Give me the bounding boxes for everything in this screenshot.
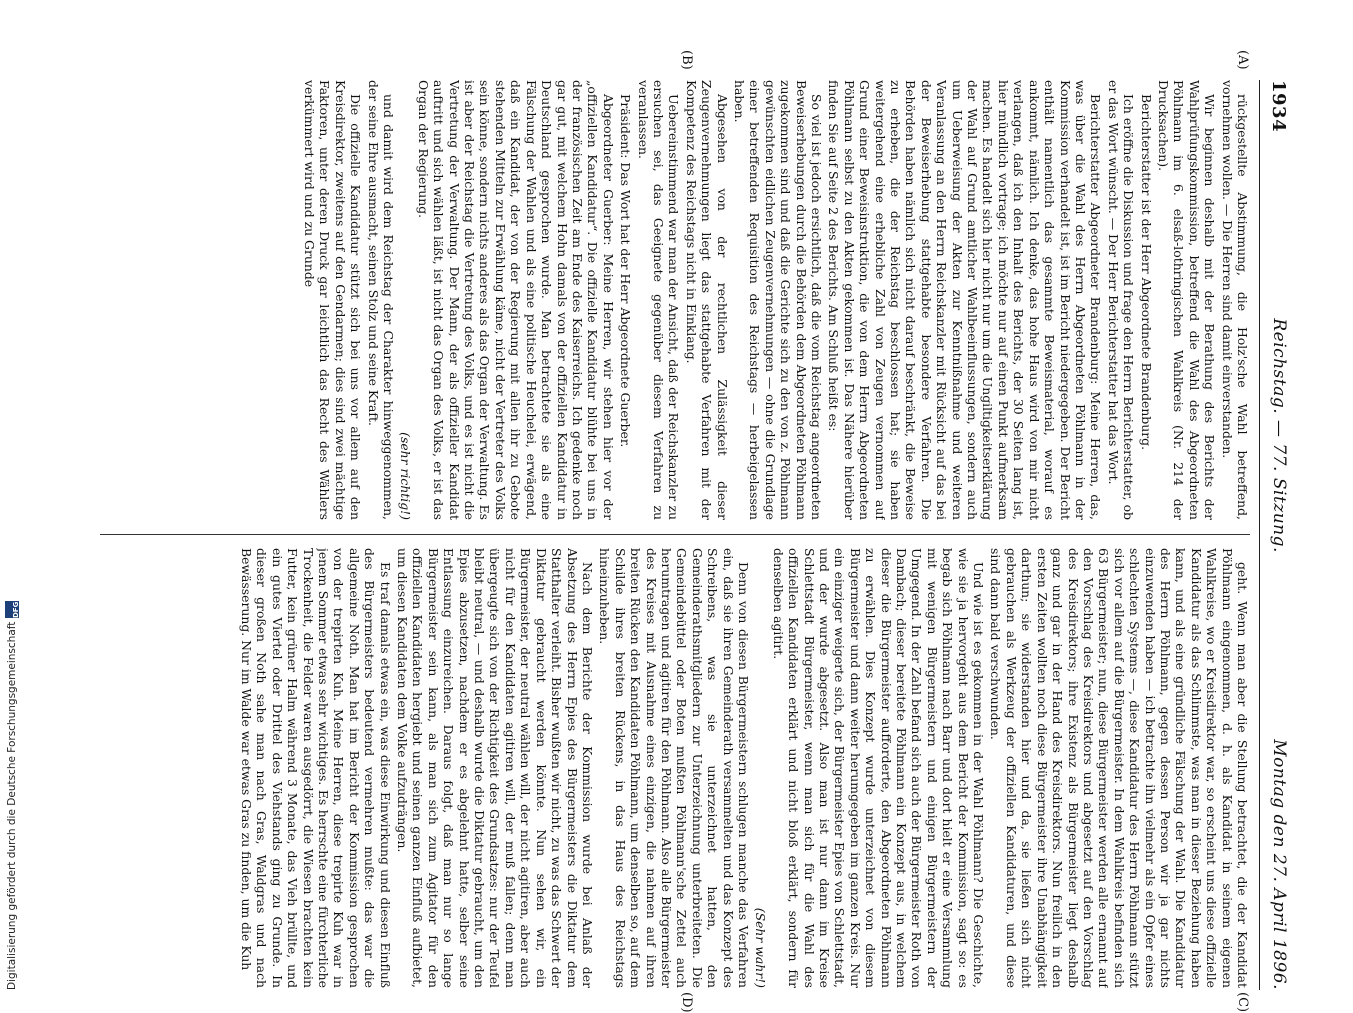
dfg-logo-icon: DFG xyxy=(5,601,19,617)
paragraph: Nach dem Berichte der Kommission wurde bei Anlaß der Absetzung des Herrn Epies des Bürgermeisters die Diktatur dem Statthalter verleiht. Bisher wußten wir nicht, zu was das Schwert der Diktatur gebraucht werden könnte. Nun sehen wir, ein Bürgermeister, der neutral wählen will, der nicht agitiren, aber auch nicht für den Kandidaten agitiren will, der muß fallen; denn man übergeugte sich von der Richtigkeit des Grundsatzes: nur der Teufel bleibt neutral, — und deshalb wurde die Diktatur gebraucht, um den Epies abzusetzen, nachdem er es abgelehnt hatte, selber seine Entlassung einzureichen. Daraus folgt, daß man nur so lange Bürgermeister sein kann, als man sich zum Agitator für den offiziellen Kandidaten hergiebt und seinen ganzen Einfluß aufbietet, um diesen Kandidaten dem Volke aufzudrängen. xyxy=(395,548,595,988)
paragraph: Berichterstatter Abgeordneter Brandenburg: Meine Herren, das, was über die Wahl des Herrn Abgeordneten Pöhlmann in der Kommission verhandelt ist, ist im Bericht niedergegeben. Der Bericht enthält namentlich das gesammte Beweismaterial, worauf es ankommt, nämlich. Ich denke, das hohe Haus wird von mir nicht verlangen, daß ich den Inhalt des Berichts, der 30 Seiten lang ist, hier mündlich vortrage; ich möchte nur auf einen Punkt aufmerksam machen. Es handelt sich hier nicht nur um die Ungiltigkeitserklärung der Wahl auf Grund amtlicher Wahlbeeinflussungen, sondern auch um Ueberweisung der Akten zur Kenntnißnahme und weiteren Veranlassung an den Herrn Reichskanzler mit Rücksicht auf das bei der Beweiserhebung stattgehabte besondere Verfahren. Die Behörden haben nämlich sich nicht darauf beschränkt, die Beweise zu erheben, die der Reichstag beschlossen hat; sie haben weitergehend eine erhebliche Zahl von Zeugen vernommen auf Grund einer Beweisinstruktion, die von dem Herrn Abgeordneten Pöhlmann selbst zu den Akten gekommen ist. Das Nähere hierüber finden Sie auf Seite 2 des Berichts. Am Schluß heißt es: xyxy=(826,80,1104,520)
paragraph: Ich eröffne die Diskussion und frage den Herrn Berichterstatter, ob er das Wort wünscht. — Der Herr Berichterstatter hat das Wort. xyxy=(1105,80,1137,520)
margin-mark-b: (B) xyxy=(679,50,694,70)
paragraph: geht. Wenn man aber die Stellung betrachtet, die der Kandidat Pöhlmann eingenommen, d. h. als Kandidat in seinem eigenen Wahlkreise, wo er Kreisdirektor war, so erscheint uns diese offizielle Kandidatur als das Schlimmste, was man in dieser Beziehung haben kann, und als eine gründliche Fälschung der Wahl. Die Kandidatur des Herrn Pöhlmann, gegen dessen Person wir ja gar nichts einzuwenden haben — ich betrachte ihn vielmehr als ein Opfer eines schlechten Systems —, diese Kandidatur des Herrn Pöhlmann stützt sich vor allem auf die Bürgermeister. In dem Wahlkreis befinden sich 63 Bürgermeister; nun, diese Bürgermeister werden alle ernannt auf den Vorschlag des Kreisdirektors und abgesetzt auf den Vorschlag des Kreisdirektors; ihre Existenz als Bürgermeister liegt deshalb ganz und gar in der Hand des Kreisdirektors. Nun freilich in den ersten Zeiten wollten noch diese Bürgermeister ihre Unabhängigkeit darthun; sie widerstanden hier und da, sie ließen sich nicht gebrauchen als Werkzeug der offiziellen Kandidaturen, und diese sind dann bald verschwunden. xyxy=(988,548,1250,988)
paragraph: Abgesehen von der rechtlichen Zulässigkeit dieser Zeugenvernehmungen liegt das stattgehabte Verfahren mit der Kompetenz des Reichstags nicht in Einklang. xyxy=(683,80,730,520)
margin-mark-c: (C) xyxy=(1235,992,1250,1013)
page-header xyxy=(1264,80,1294,990)
digitization-footer xyxy=(2,601,22,990)
paragraph: Berichterstatter ist der Herr Abgeordnete Brandenburg. xyxy=(1138,94,1154,451)
paragraph: und damit wird dem Reichstag der Charakter hinweggenommen, der seine Ehre ausmacht, seinen Stolz und seine Kraft. xyxy=(365,80,397,520)
paragraph: Präsident: Das Wort hat der Herr Abgeordnete Guerber. xyxy=(618,94,634,448)
session-date: Montag den 27. April 1896. xyxy=(1269,739,1289,990)
paragraph: Und wie ist es gekommen in der Wahl Pöhlmann? Die Geschichte, wie sie ja hervorgeht aus dem Bericht der Kommission, sagt so: es begab sich Pöhlmann nach Barr und dort hielt er eine Versammlung mit wenigen Bürgermeistern und einigen Bürgermeistern der Umgegend. In der Zahl befand sich auch der Bürgermeister Roth von Dambach; dieser bereitete Pöhlmann ein Konzept aus, in welchem dieser die Bürgermeister aufforderte, den Abgeordneten Pöhlmann zu erwählen. Dies Konzept wurde unterzeichnet von diesem Bürgermeister und dann weiter herumgegeben im ganzen Kreis. Nur ein einziger weigerte sich, der Bürgermeister Epies von Schlettstadt, und der wurde abgesetzt. Also man ist nur dann im Kreise Schlettstadt Bürgermeister, wenn man sich für die Wahl des offiziellen Kandidaten erklärt und nicht bloß erklärt, sondern für denselben agitirt. xyxy=(770,548,987,988)
page-number: 1934 xyxy=(1268,80,1290,133)
session-title: Reichstag. — 77. Sitzung. xyxy=(1269,318,1289,553)
newspaper-page xyxy=(84,50,1294,1013)
paragraph: Wir beginnen deshalb mit der Berathung des Berichts der Wahlprüfungskommission, betreffend die Wahl des Abgeordneten Pöhlmann im 6. elsaß-lothringischen Wahlkreis (Nr. 214 der Drucksachen). xyxy=(1155,80,1218,520)
paragraph: Die offizielle Kandidatur stützt sich bei uns vor allem auf den Kreisdirektor, zweitens auf den Gendarmen; dies sind zwei mächtige Faktoren, unter deren Druck gar leichtlich das Recht des Wählers verkümmert wird und zu Grunde xyxy=(302,80,364,520)
right-column xyxy=(90,548,1250,988)
margin-mark-a: (A) xyxy=(1235,50,1250,70)
paragraph: rückgestellte Abstimmung, die Holz'sche Wahl betreffend, vornehmen wollen. — Die Herren sind damit einverstanden. xyxy=(1219,80,1250,520)
header-rule xyxy=(1259,80,1260,990)
paragraph: Uebereinstimmend war man der Ansicht, daß der Reichskanzler zu ersuchen sei, das Geeignete gegenüber diesem Verfahren zu veranlassen. xyxy=(635,80,682,520)
paragraph: So viel ist jedoch ersichtlich, daß die vom Reichstag angeordneten Beweiserhebungen durch die Behörden dem Abgeordneten Pöhlmann zugekommen sind und daß die Gerichte sich zu den von z. Pöhlmann gewünschten eidlichen Zeugenvernehmungen — ohne die Grundlage einer betreffenden Requisition des Reichstags — herbeigelassen haben. xyxy=(732,80,825,520)
paragraph: Denn von diesen Bürgermeistern schlugen manche das Verfahren ein, daß sie ihren Gemeinderath versammelten und das Konzept des Schreibens, was sie unterzeichnet hatten, den Gemeinderathsmitgliedern zur Unterzeichnung unterbreiteten. Die Gemeindebüttel oder Boten mußten Pöhlmann'sche Zettel auch herumtragen und agitiren für den Pöhlmann. Also alle Bürgermeister des Kreises mit Ausnahme eines einzigen, die nahmen auf ihren breiten Rücken den Kandidaten Pöhlmann, um denselben so, auf dem Schilde ihres breiten Rückens, in das Haus des Reichstags hineinzuheben. xyxy=(597,548,751,988)
interjection: (Sehr wahr!) xyxy=(753,907,769,988)
paragraph: Es traf damals etwas ein, was diese Einwirkung und diesen Einfluß des Bürgermeisters bedeutend vermehren mußte: das war die allgemeine Noth. Man hat im Bericht der Kommission gesprochen von der trepirten Kuh. Meine Herren, diese trepirte Kuh war in jenem Sommer etwas sehr wichtiges. Es herrschte eine fürchterliche Trockenheit, die Felder waren ausgedörrt, die Wiesen brachten kein Futter, kein grüner Halm während 3 Monate, das Vieh brüllte, und ein gutes Viertel oder Drittel des Viehstands ging zu Grunde. In dieser großen Noth sahe man nach Gras, Waldgras und nach Bewässerung. Nur im Walde war etwas Gras zu finden, um die Kuh xyxy=(239,548,393,988)
margin-mark-d: (D) xyxy=(679,992,694,1013)
funding-note: Digitalisierung gefördert durch die Deutsche Forschungsgemeinschaft xyxy=(6,621,18,990)
column-divider xyxy=(100,534,1250,535)
paragraph: Abgeordneter Guerber: Meine Herren, wir stehen hier vor der „offiziellen Kandidatur“. Die offizielle Kandidatur blühte bei uns in der französischen Zeit am Ende des Kaiserreichs. Ich gedenke noch gar gut, mit welchem Hohn damals von der offiziellen Kandidatur in Deutschland gesprochen wurde. Man betrachtete sie als eine Fälschung der Wahlen und als eine politische Heuchelei, erwägend, daß ein Kandidat, der von der Regierung mit allen ihr zu Gebote stehenden Mitteln zur Erwählung käme, nicht der Vertreter des Volks sein könne, sondern nichts anderes als das Organ der Verwaltung. Es ist aber der Reichstag die Vertretung des Volks, und es ist nicht die Vertretung der Verwaltung. Der Mann, der als offizieller Kandidat auftritt und sich wählen läßt, ist nicht das Organ des Volks, er ist das Organ der Regierung. xyxy=(415,80,616,520)
left-column xyxy=(90,80,1250,520)
interjection: (sehr richtig!) xyxy=(398,432,414,520)
